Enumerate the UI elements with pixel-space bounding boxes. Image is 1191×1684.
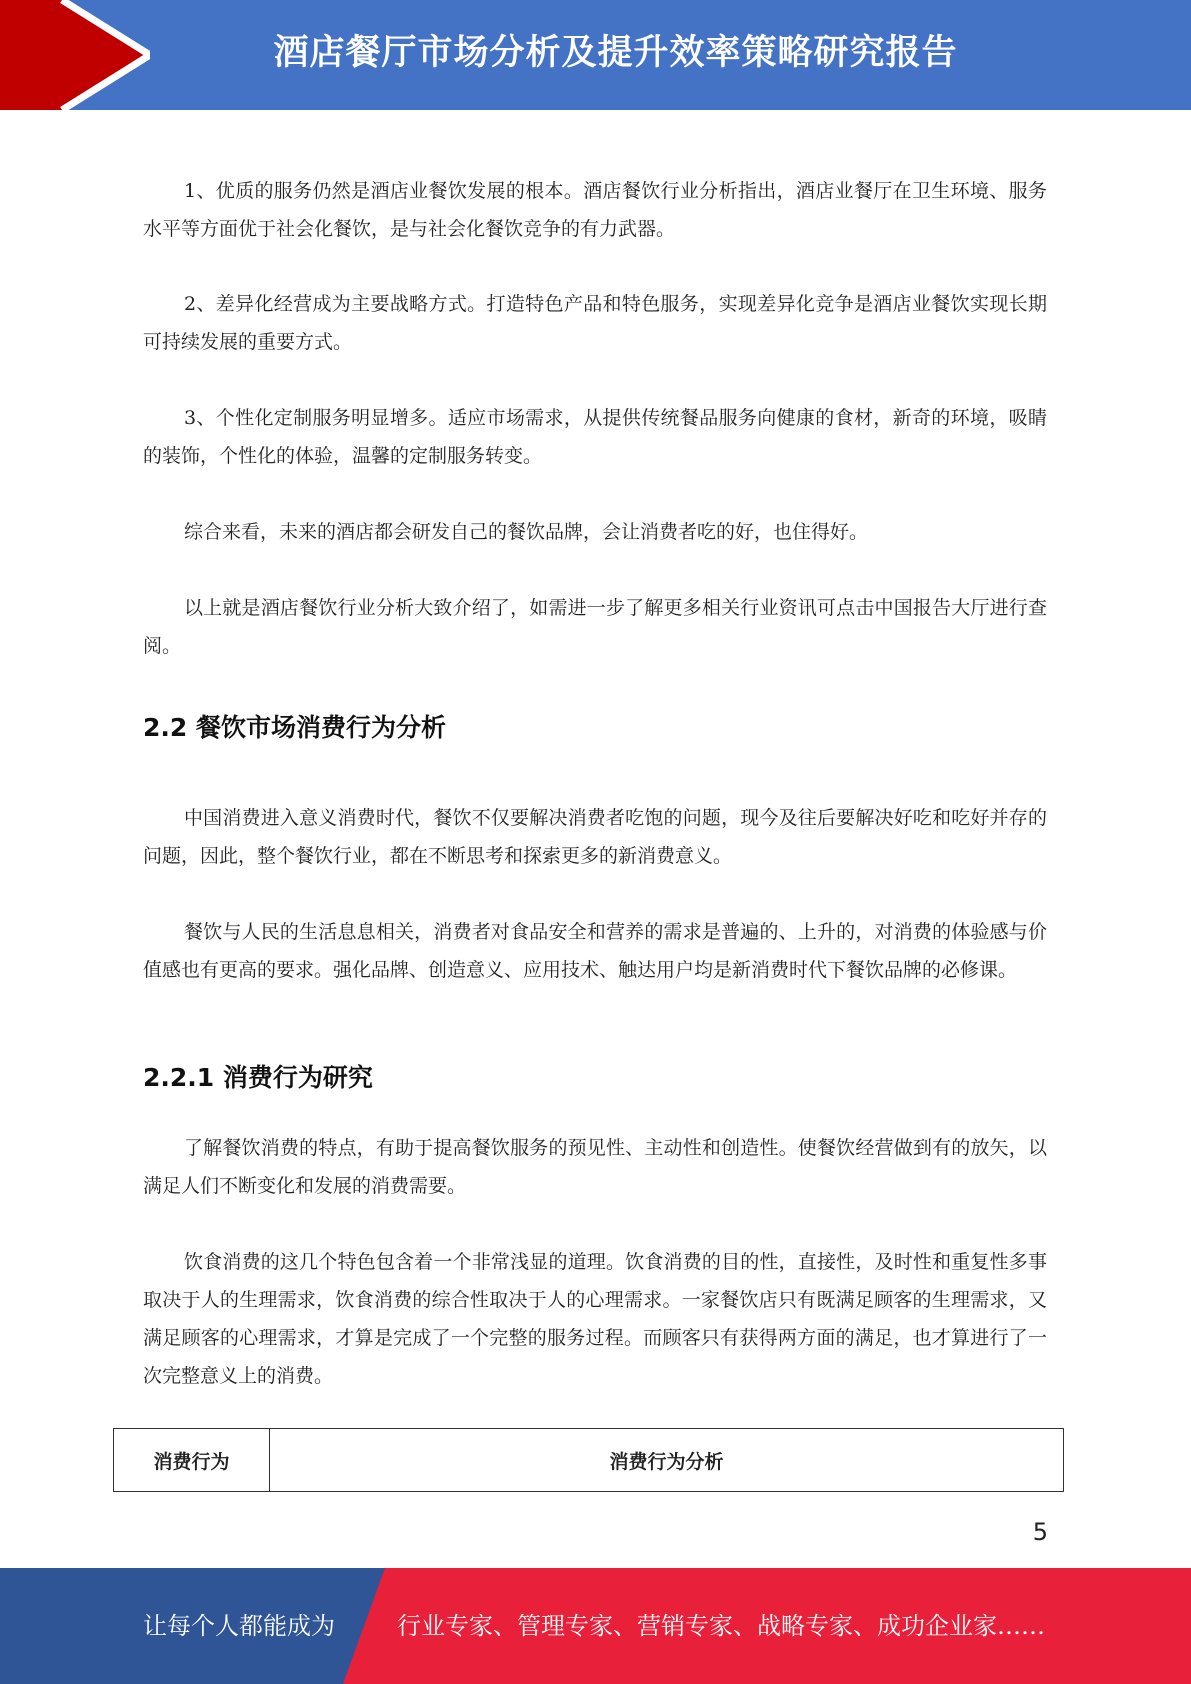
footer-slogan-left: 让每个人都能成为 xyxy=(143,1612,335,1640)
footer-slogan-right: 行业专家、管理专家、营销专家、战略专家、成功企业家…… xyxy=(397,1612,1045,1640)
section-heading-2-2-1: 2.2.1 消费行为研究 xyxy=(143,1063,373,1092)
paragraph-2: 2、差异化经营成为主要战略方式。打造特色产品和特色服务，实现差异化竞争是酒店业餐饮实现长期可持续发展的重要方式。 xyxy=(143,293,1047,353)
table-header-cell: 消费行为 xyxy=(114,1429,270,1491)
section-2-2-1-paragraph-1: 了解餐饮消费的特点，有助于提高餐饮服务的预见性、主动性和创造性。使餐饮经营做到有的放矢，以满足人们不断变化和发展的消费需要。 xyxy=(143,1137,1047,1197)
page-footer-banner xyxy=(0,1568,1191,1684)
paragraph-5: 以上就是酒店餐饮行业分析大致介绍了，如需进一步了解更多相关行业资讯可点击中国报告大厅进行查阅。 xyxy=(143,597,1047,657)
page-header-banner xyxy=(0,0,1191,110)
paragraph-3: 3、个性化定制服务明显增多。适应市场需求，从提供传统餐品服务向健康的食材，新奇的环境，吸睛的装饰，个性化的体验，温馨的定制服务转变。 xyxy=(143,407,1047,467)
paragraph-4: 综合来看，未来的酒店都会研发自己的餐饮品牌，会让消费者吃的好，也住得好。 xyxy=(184,521,869,543)
section-2-2-paragraph-1: 中国消费进入意义消费时代，餐饮不仅要解决消费者吃饱的问题，现今及往后要解决好吃和吃好并存的问题，因此，整个餐饮行业，都在不断思考和探索更多的新消费意义。 xyxy=(143,807,1047,867)
paragraph-1: 1、优质的服务仍然是酒店业餐饮发展的根本。酒店餐饮行业分析指出，酒店业餐厅在卫生环境、服务水平等方面优于社会化餐饮，是与社会化餐饮竞争的有力武器。 xyxy=(143,180,1047,240)
section-2-2-1-paragraph-2: 饮食消费的这几个特色包含着一个非常浅显的道理。饮食消费的目的性，直接性，及时性和重复性多事取决于人的生理需求，饮食消费的综合性取决于人的心理需求。一家餐饮店只有既满足顾客的生理需求，又满足顾客的心理需求，才算是完成了一个完整的服务过程。而顾客只有获得两方面的满足，也才算进行了一次完整意义上的消费。 xyxy=(143,1251,1047,1387)
report-title: 酒店餐厅市场分析及提升效率策略研究报告 xyxy=(273,33,958,73)
page-number: 5 xyxy=(1032,1518,1048,1546)
section-heading-2-2: 2.2 餐饮市场消费行为分析 xyxy=(143,713,446,742)
table-header-cell: 消费行为分析 xyxy=(609,1450,724,1473)
red-chevron-icon xyxy=(0,0,150,110)
consumer-behavior-table xyxy=(113,1428,1064,1492)
section-2-2-paragraph-2: 餐饮与人民的生活息息相关，消费者对食品安全和营养的需求是普遍的、上升的，对消费的体验感与价值感也有更高的要求。强化品牌、创造意义、应用技术、触达用户均是新消费时代下餐饮品牌的必修课。 xyxy=(143,921,1047,981)
